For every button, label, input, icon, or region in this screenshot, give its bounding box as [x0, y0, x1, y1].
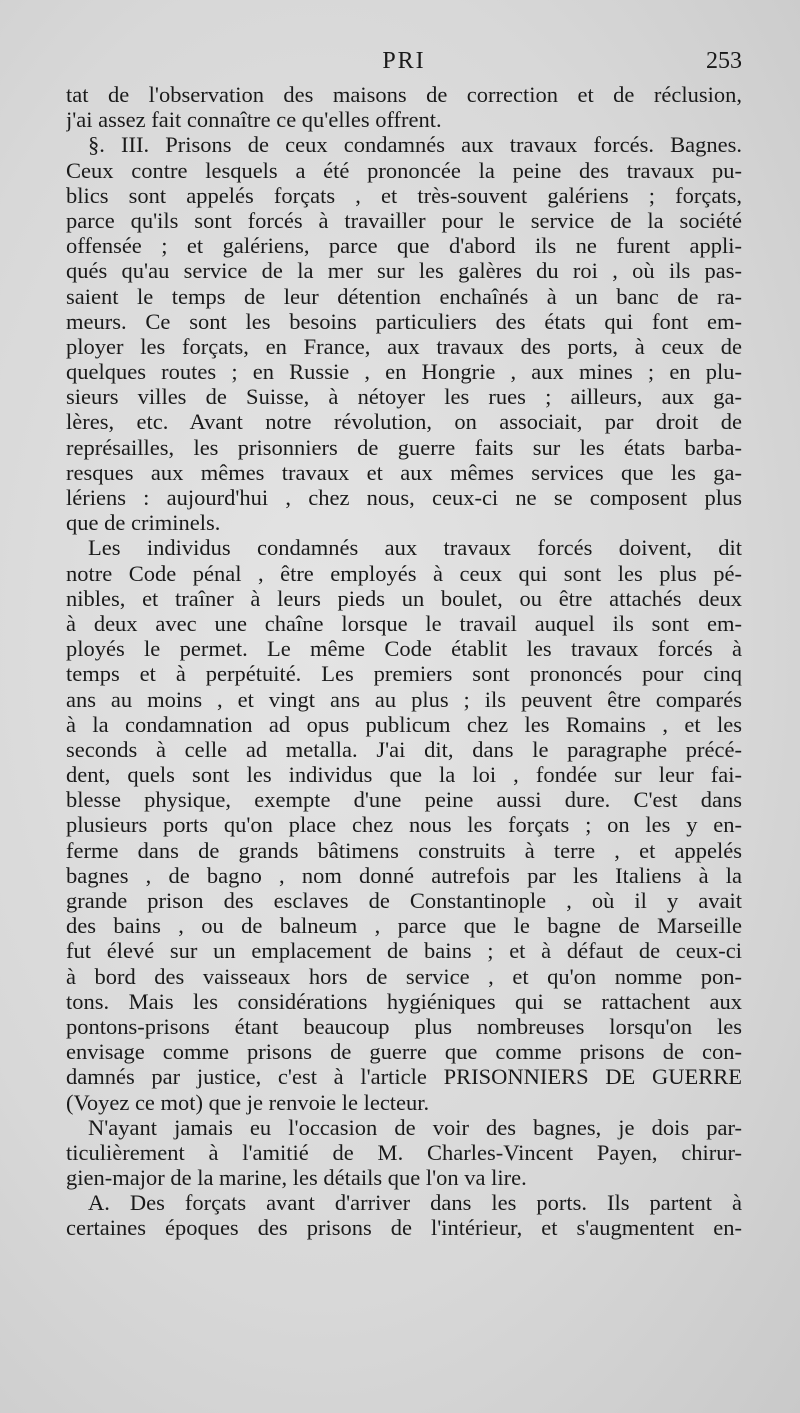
text-line: lériens : aujourd'hui , chez nous, ceux-ci ne se composent plus: [66, 485, 742, 510]
text-line: seconds à celle ad metalla. J'ai dit, dans le paragraphe précé-: [66, 736, 742, 762]
text-line: ployer les forçats, en France, aux travaux des ports, à ceux de: [66, 333, 742, 359]
text-line: qués qu'au service de la mer sur les galères du roi , où ils pas-: [66, 258, 742, 284]
text-line: envisage comme prisons de guerre que comme prisons de con-: [66, 1039, 742, 1065]
text-line: ferme dans de grands bâtimens construits à terre , et appelés: [66, 837, 742, 863]
page-header: [66, 48, 742, 82]
text-line: ticulièrement à l'amitié de M. Charles-Vincent Payen, chirur-: [66, 1139, 742, 1165]
text-line: que de criminels.: [66, 510, 221, 536]
text-line: quelques routes ; en Russie , en Hongrie , aux mines ; en plu-: [66, 359, 742, 385]
text-line: bagnes , de bagno , nom donné autrefois par les Italiens à la: [66, 862, 742, 888]
text-line: grande prison des esclaves de Constantinople , où il y avait: [66, 888, 742, 913]
page-number: 253: [706, 48, 742, 74]
text-line: lères, etc. Avant notre révolution, on associait, par droit de: [66, 409, 742, 435]
body-text: [66, 82, 742, 1241]
text-line: j'ai assez fait connaître ce qu'elles offrent.: [66, 107, 442, 133]
text-line: fut élevé sur un emplacement de bains ; et à défaut de ceux-ci: [66, 938, 742, 964]
text-line: damnés par justice, c'est à l'article PRISONNIERS DE GUERRE: [66, 1064, 742, 1090]
running-head: PRI: [382, 48, 426, 74]
text-line: ployés le permet. Le même Code établit les travaux forcés à: [66, 636, 742, 662]
text-line: temps et à perpétuité. Les premiers sont prononcés pour cinq: [66, 661, 742, 687]
section-heading: §. III. Prisons de ceux condamnés aux travaux forcés. Bagnes.: [88, 132, 742, 158]
text-line: nibles, et traîner à leurs pieds un boulet, ou être attachés deux: [66, 585, 742, 611]
text-line: blics sont appelés forçats , et très-souvent galériens ; forçats,: [66, 182, 742, 208]
text-line: Ceux contre lesquels a été prononcée la peine des travaux pu-: [66, 157, 742, 183]
text-line: représailles, les prisonniers de guerre faits sur les états barba-: [66, 434, 742, 460]
text-line: dent, quels sont les individus que la loi , fondée sur leur fai-: [66, 762, 742, 788]
text-line: meurs. Ce sont les besoins particuliers des états qui font em-: [66, 308, 742, 334]
text-line: à bord des vaisseaux hors de service , et qu'on nomme pon-: [66, 963, 742, 989]
text-line: pontons-prisons étant beaucoup plus nombreuses lorsqu'on les: [66, 1013, 742, 1039]
text-line: (Voyez ce mot) que je renvoie le lecteur.: [66, 1089, 430, 1115]
text-line: certaines époques des prisons de l'intérieur, et s'augmentent en-: [66, 1215, 742, 1241]
text-line: blesse physique, exempte d'une peine aussi dure. C'est dans: [66, 787, 742, 813]
text-line: tat de l'observation des maisons de correction et de réclusion,: [66, 82, 742, 107]
text-line: saient le temps de leur détention enchaînés à un banc de ra-: [66, 283, 742, 309]
text-line: ans au moins , et vingt ans au plus ; ils peuvent être comparés: [66, 686, 742, 712]
text-line: resques aux mêmes travaux et aux mêmes services que les ga-: [66, 459, 742, 485]
text-line: sieurs villes de Suisse, à nétoyer les rues ; ailleurs, aux ga-: [66, 384, 742, 410]
text-line: à deux avec une chaîne lorsque le travail auquel ils sont em-: [66, 610, 742, 636]
text-line: Les individus condamnés aux travaux forcés doivent, dit: [88, 535, 742, 561]
text-line: plusieurs ports qu'on place chez nous les forçats ; on les y en-: [66, 812, 742, 838]
text-line: notre Code pénal , être employés à ceux qui sont les plus pé-: [66, 560, 742, 586]
subsection-heading: A. Des forçats avant d'arriver dans les ports. Ils partent à: [88, 1190, 742, 1216]
text-line: offensée ; et galériens, parce que d'abord ils ne furent appli-: [66, 233, 742, 259]
text-line: tons. Mais les considérations hygiéniques qui se rattachent aux: [66, 988, 742, 1014]
text-line: à la condamnation ad opus publicum chez les Romains , et les: [66, 711, 742, 737]
text-line: des bains , ou de balneum , parce que le bagne de Marseille: [66, 913, 742, 939]
text-line: parce qu'ils sont forcés à travailler pour le service de la société: [66, 207, 742, 233]
text-line: gien-major de la marine, les détails que l'on va lire.: [66, 1165, 527, 1191]
text-line: N'ayant jamais eu l'occasion de voir des bagnes, je dois par-: [88, 1114, 742, 1140]
